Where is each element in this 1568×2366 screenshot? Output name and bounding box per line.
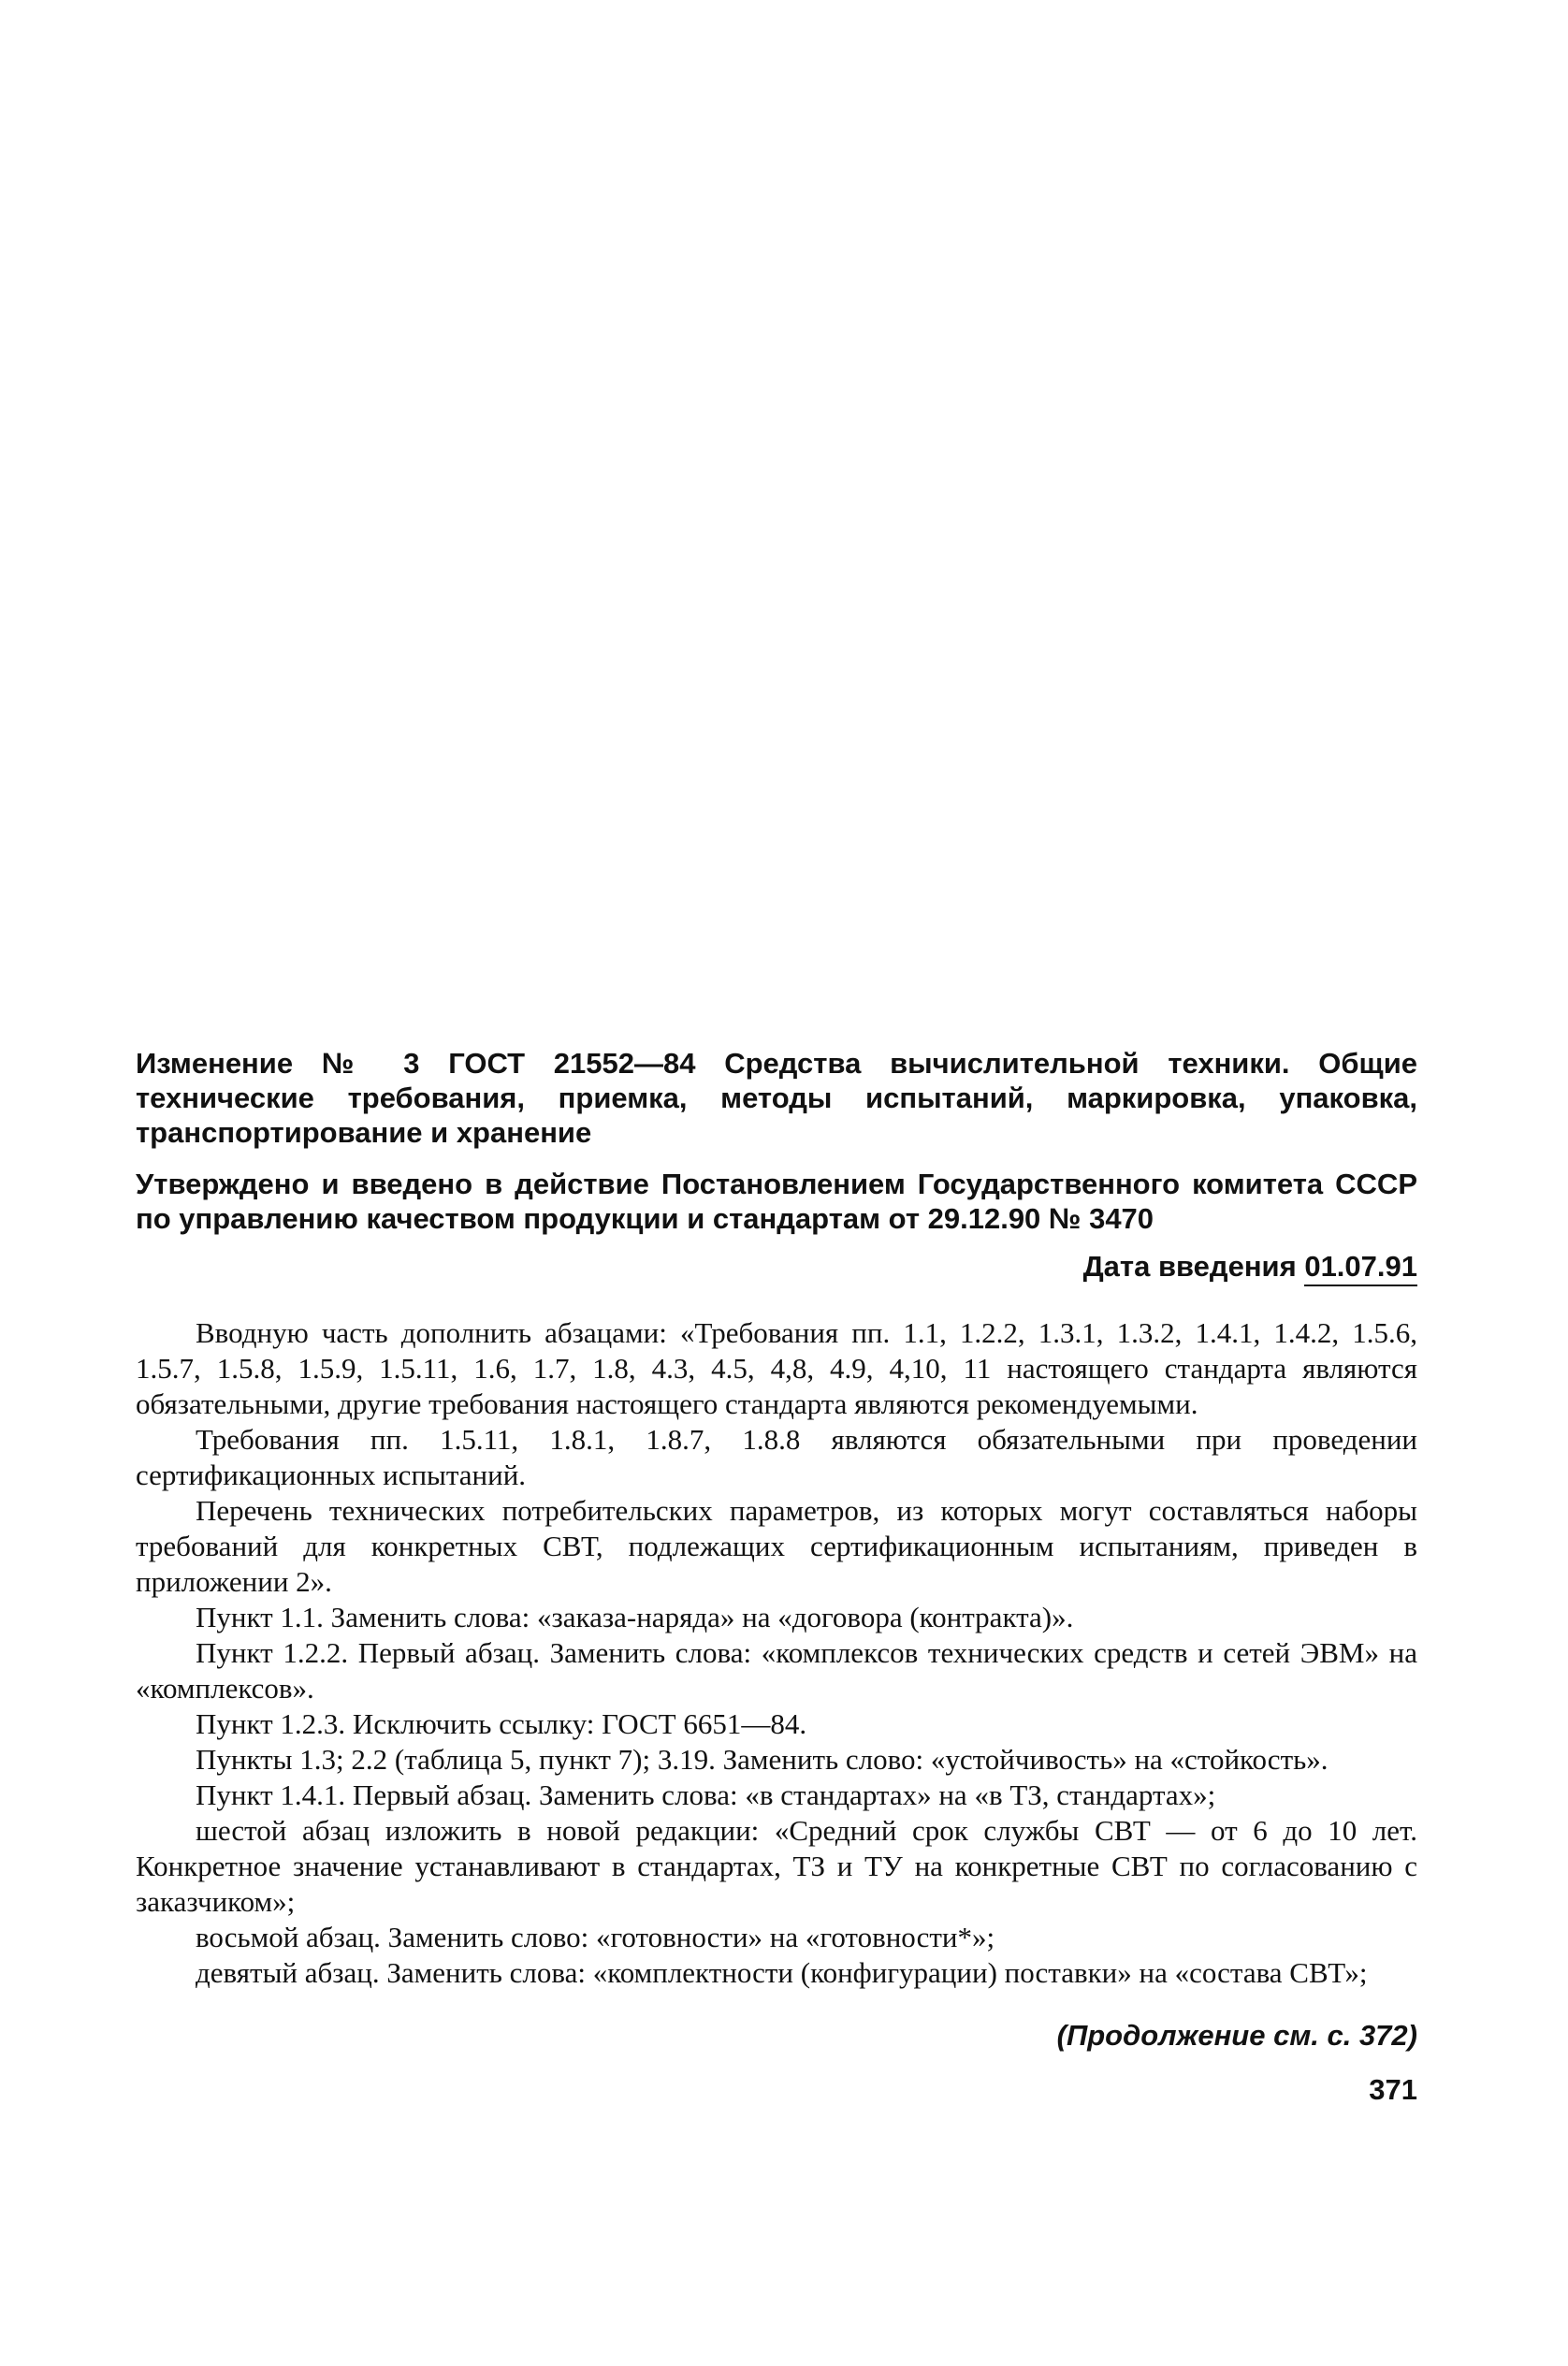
paragraph: Перечень технических потребительских параметров, из которых могут составляться наборы требований для конкретных СВТ, подлежащих сертификационным испытаниям, приведен в приложении 2». <box>136 1494 1417 1598</box>
page-number: 371 <box>1369 2073 1417 2106</box>
document-title: Изменение № 3 ГОСТ 21552—84 Средства вычислительной техники. Общие технические требования, приемка, методы испытаний, маркировка, упаковка, транспортирование и хранение <box>136 1047 1417 1149</box>
paragraph: Вводную часть дополнить абзацами: «Требования пп. 1.1, 1.2.2, 1.3.1, 1.3.2, 1.4.1, 1.4.2, 1.5.6, 1.5.7, 1.5.8, 1.5.9, 1.5.11, 1.6, 1.7, 1.8, 4.3, 4.5, 4,8, 4.9, 4,10, 11 настоящего стандарта являются обязательными, другие требования настоящего стандарта являются рекомендуемыми. <box>136 1316 1417 1420</box>
paragraph: Требования пп. 1.5.11, 1.8.1, 1.8.7, 1.8.8 являются обязательными при проведении сертификационных испытаний. <box>136 1423 1417 1491</box>
paragraph: Пункт 1.2.2. Первый абзац. Заменить слова: «комплексов технических средств и сетей ЭВМ» на «комплексов». <box>136 1636 1417 1705</box>
approval-statement: Утверждено и введено в действие Постановлением Государственного комитета СССР по управлению качеством продукции и стандартам от 29.12.90 № 3470 <box>136 1168 1417 1235</box>
effective-date-value: 01.07.91 <box>1304 1250 1417 1286</box>
paragraph: Пункт 1.4.1. Первый абзац. Заменить слова: «в стандартах» на «в ТЗ, стандартах»; <box>196 1778 1216 1811</box>
paragraph: Пункт 1.2.3. Исключить ссылку: ГОСТ 6651—84. <box>196 1707 807 1740</box>
effective-date-label: Дата введения <box>1082 1250 1297 1283</box>
body-text <box>136 1315 1417 1991</box>
paragraph: девятый абзац. Заменить слова: «комплектности (конфигурации) поставки» на «состава СВТ»; <box>196 1956 1368 1989</box>
effective-date <box>136 1249 1417 1284</box>
paragraph: восьмой абзац. Заменить слово: «готовности» на «готовности*»; <box>196 1921 995 1953</box>
paragraph: Пункт 1.1. Заменить слова: «заказа-наряда» на «договора (контракта)». <box>196 1601 1074 1633</box>
document-page <box>136 1046 1417 2107</box>
paragraph: Пункты 1.3; 2.2 (таблица 5, пункт 7); 3.19. Заменить слово: «устойчивость» на «стойкость». <box>196 1743 1328 1776</box>
paragraph: шестой абзац изложить в новой редакции: «Средний срок службы СВТ — от 6 до 10 лет. Конкретное значение устанавливают в стандартах, ТЗ и ТУ на конкретные СВТ по согласованию с заказчиком»; <box>136 1814 1417 1918</box>
continuation-note: (Продолжение см. с. 372) <box>1056 2019 1417 2052</box>
